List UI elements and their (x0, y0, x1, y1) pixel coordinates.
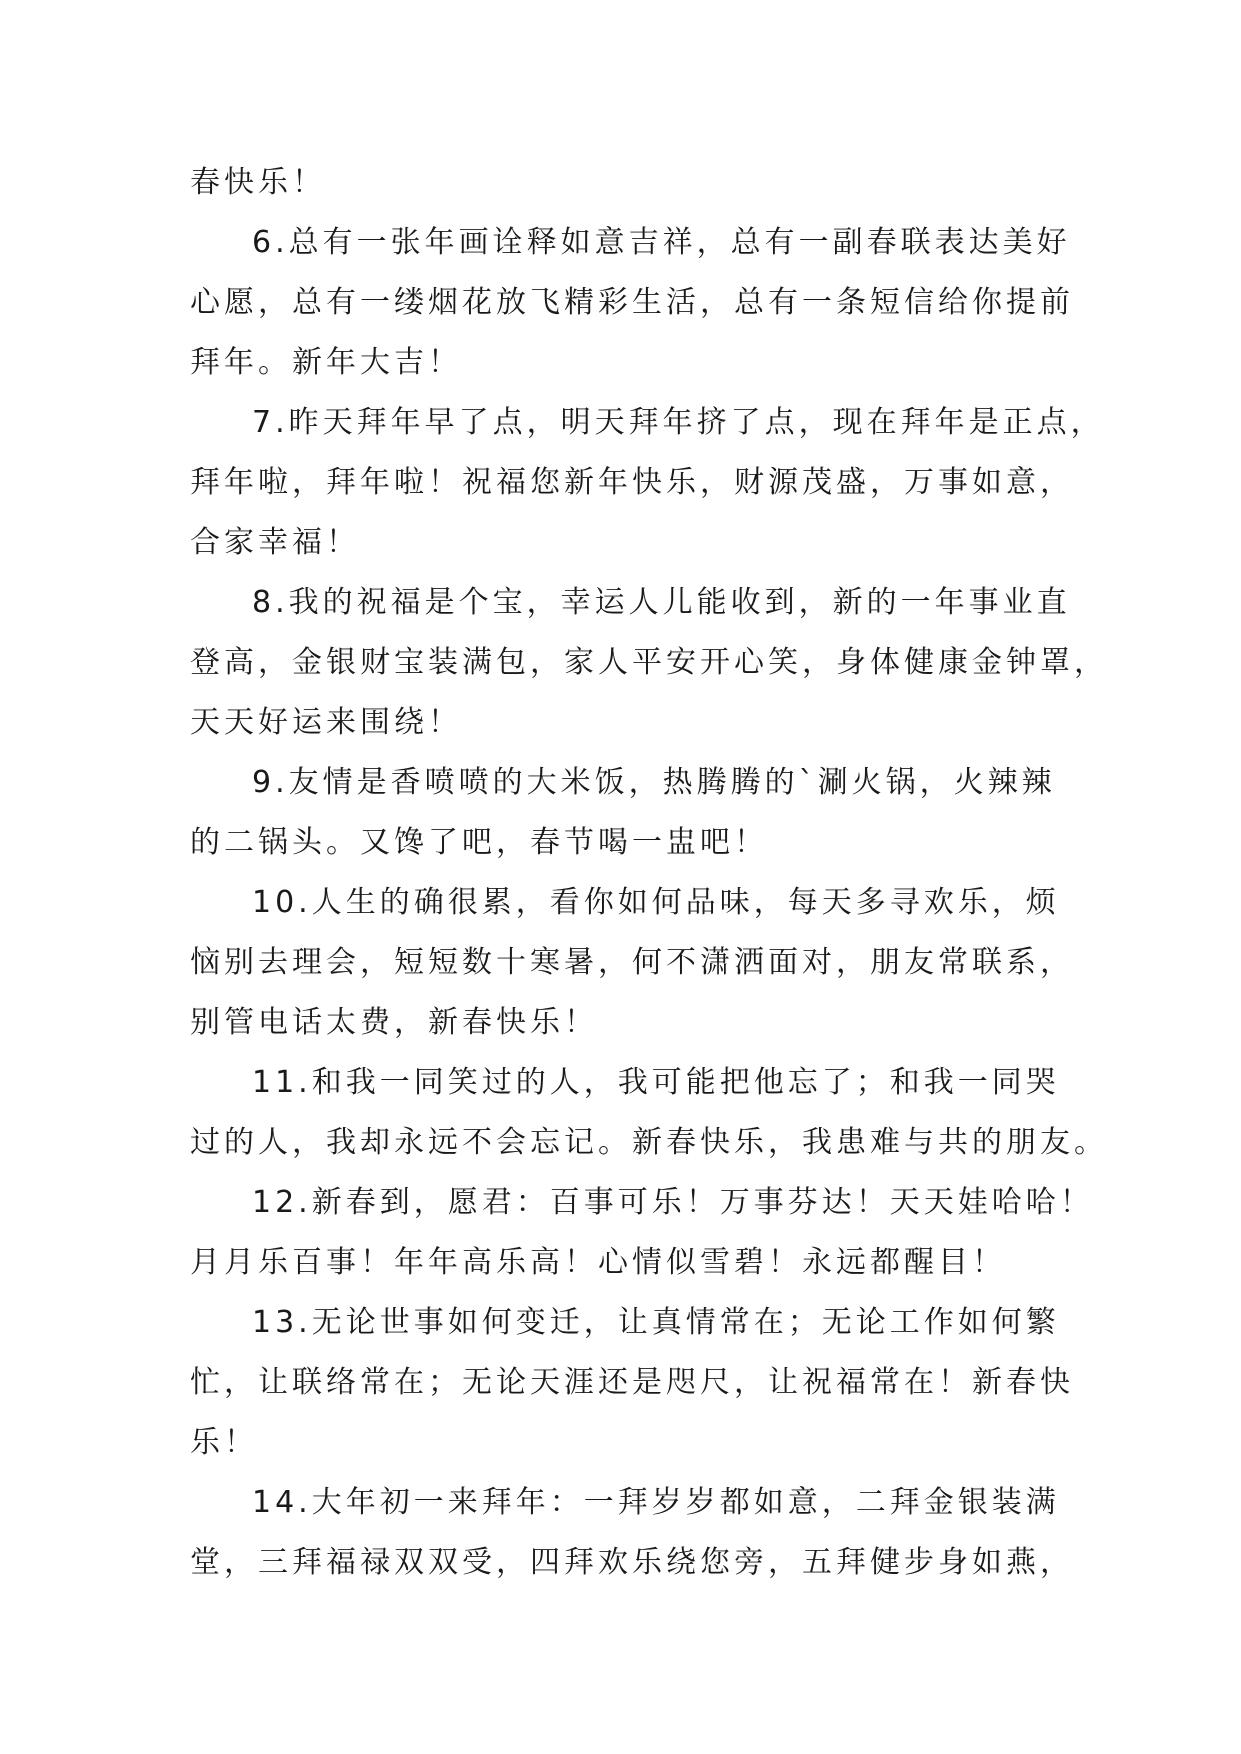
text-line: 的二锅头。又馋了吧，春节喝一盅吧！ (190, 825, 768, 860)
paragraph-6-line-1: 6.总有一张年画诠释如意吉祥，总有一副春联表达美好 (252, 225, 1071, 260)
text-line: 忙，让联络常在；无论天涯还是咫尺，让祝福常在！新春快 (190, 1365, 1074, 1400)
text-line: 合家幸福！ (190, 525, 360, 560)
text-line: 乐！ (190, 1425, 258, 1460)
document-body (190, 153, 1108, 1593)
text-line: 别管电话太费，新春快乐！ (190, 1005, 598, 1040)
text-line: 心愿，总有一缕烟花放飞精彩生活，总有一条短信给你提前 (190, 285, 1074, 320)
paragraph-11-line-1: 11.和我一同笑过的人，我可能把他忘了；和我一同哭 (252, 1065, 1060, 1100)
paragraph-8-line-1: 8.我的祝福是个宝，幸运人儿能收到，新的一年事业直 (252, 585, 1071, 620)
text-line: 拜年啦，拜年啦！祝福您新年快乐，财源茂盛，万事如意， (190, 465, 1074, 500)
text-line: 过的人，我却永远不会忘记。新春快乐，我患难与共的朋友。 (190, 1125, 1108, 1160)
paragraph-14-line-1: 14.大年初一来拜年：一拜岁岁都如意，二拜金银装满 (252, 1485, 1060, 1520)
text-line: 恼别去理会，短短数十寒暑，何不潇洒面对，朋友常联系， (190, 945, 1074, 980)
text-line: 月月乐百事！年年高乐高！心情似雪碧！永远都醒目！ (190, 1245, 1006, 1280)
paragraph-7-line-1: 7.昨天拜年早了点，明天拜年挤了点，现在拜年是正点， (252, 405, 1105, 440)
paragraph-12-line-1: 12.新春到，愿君：百事可乐！万事芬达！天天娃哈哈！ (252, 1185, 1094, 1220)
text-line: 堂，三拜福禄双双受，四拜欢乐绕您旁，五拜健步身如燕， (190, 1545, 1074, 1580)
text-line: 拜年。新年大吉！ (190, 345, 462, 380)
paragraph-10-line-1: 10.人生的确很累，看你如何品味，每天多寻欢乐，烦 (252, 885, 1060, 920)
text-line: 登高，金银财宝装满包，家人平安开心笑，身体健康金钟罩， (190, 645, 1108, 680)
paragraph-13-line-1: 13.无论世事如何变迁，让真情常在；无论工作如何繁 (252, 1305, 1060, 1340)
text-line: 天天好运来围绕！ (190, 705, 462, 740)
text-line: 春快乐！ (190, 165, 326, 200)
paragraph-9-line-1: 9.友情是香喷喷的大米饭，热腾腾的`涮火锅，火辣辣 (252, 765, 1056, 800)
